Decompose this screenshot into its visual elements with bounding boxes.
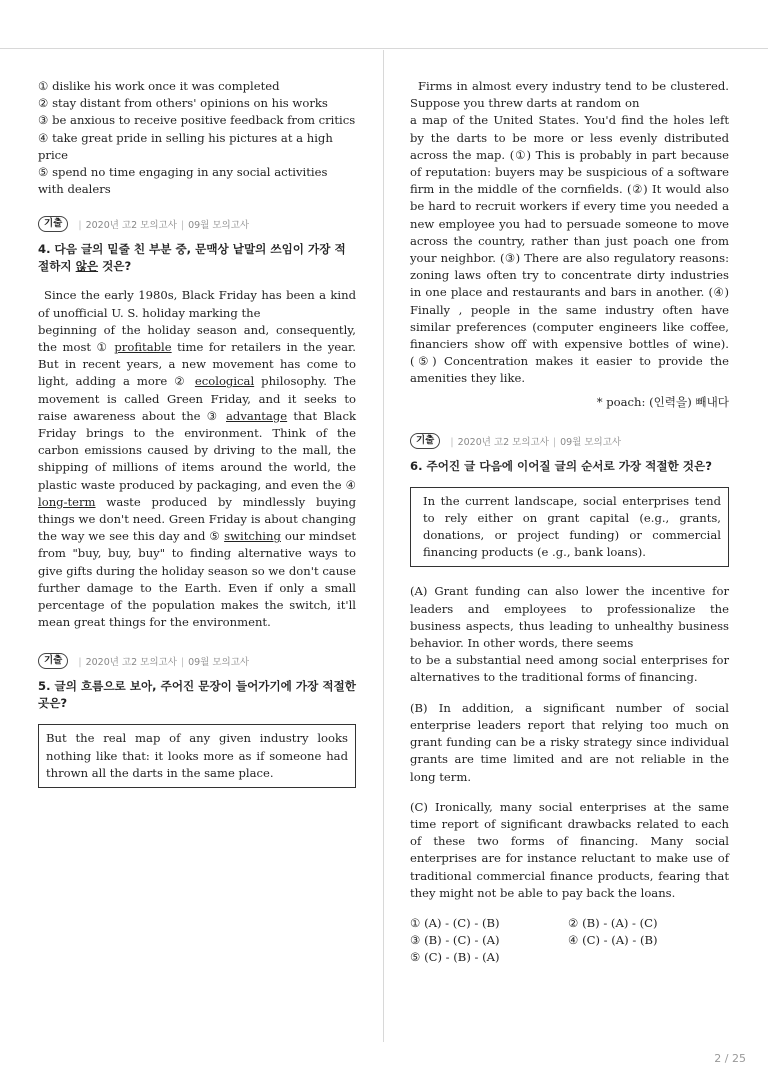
option-3: ③ be anxious to receive positive feedback from critics <box>38 113 356 128</box>
q5-source: | 2020년 고2 모의고사 | 09월 모의고사 <box>78 657 250 669</box>
q6-paragraph-a: (A) Grant funding can also lower the incentive for leaders and employees to professionalize the business aspects, thus leading to unhealthy business behavior. In other words, there seems to be a substantial need among social enterprises for alternatives to the traditional forms of financing. <box>410 584 729 685</box>
page-number: 2 / 25 <box>714 1052 746 1065</box>
header-rule <box>0 48 768 49</box>
choice-4: ④ (C) - (A) - (B) <box>568 933 658 948</box>
q4-source-row <box>38 216 356 232</box>
underlined-word-4: long-term <box>38 494 96 509</box>
q5-tag: 기출 <box>38 653 68 669</box>
choice-3: ③ (B) - (C) - (A) <box>410 933 500 948</box>
underlined-word-2: ecological <box>194 374 255 389</box>
q5-passage: Firms in almost every industry tend to be clustered. Suppose you threw darts at random on a map of the United States. You'd find the holes left by the darts to be more or less evenly distributed across the map. (①) This is probably in part because of reputation: buyers may be suspicious of a software firm in the middle of the cornfields. (②) It would also be hard to recruit workers if every time you needed a new employee you had to persuade someone to move across the country, rather than just poach one from your neighbor. (③) There are also regulatory reasons: zoning laws often try to concentrate dirty industries in one place and restaurants and bars in another. (④) Finally , people in the same industry often have similar preferences (computer engineers like coffee, financiers show off with expensive bottles of wine).(⑤) Concentration makes it easier to provide the amenities they like. <box>410 79 729 386</box>
q6-paragraph-c: (C) Ironically, many social enterprises at the same time report of significant drawbacks related to each of these two forms of financing. Many social enterprises are for instance reluctant to make use of traditional commercial finance products, fearing that they might not be able to pay back the loans. <box>410 799 729 900</box>
q6-source: | 2020년 고2 모의고사 | 09월 모의고사 <box>450 436 622 448</box>
q6-given-text-box: In the current landscape, social enterprises tend to rely either on grant capital (e.g., grants, donations, or project funding) or commercial financing products (e .g., bank loans). <box>410 487 729 568</box>
option-2: ② stay distant from others' opinions on his works <box>38 96 328 111</box>
choice-2: ② (B) - (A) - (C) <box>568 915 658 930</box>
q5-source-year: 2020년 고2 모의고사 <box>85 657 177 669</box>
q4-source-month: 09월 모의고사 <box>188 220 250 232</box>
q4-source-year: 2020년 고2 모의고사 <box>85 220 177 232</box>
q6-source-month: 09월 모의고사 <box>560 436 622 448</box>
option-5: ⑤ spend no time engaging in any social activities with dealers <box>38 165 328 197</box>
choice-5: ⑤ (C) - (B) - (A) <box>410 950 500 965</box>
q6-choices <box>410 915 729 967</box>
q5-title: 5. 글의 흐름으로 보아, 주어진 문장이 들어가기에 가장 적절한 곳은? <box>38 679 356 711</box>
q6-source-row <box>410 433 729 449</box>
q4-title: 4. 다음 글의 밑줄 친 부분 중, 문맥상 낱말의 쓰임이 가장 적절하지 않은 것은? <box>38 242 346 274</box>
q4-tag: 기출 <box>38 216 68 232</box>
underlined-word-1: profitable <box>114 340 172 355</box>
q4-passage: Since the early 1980s, Black Friday has been a kind of unofficial U. S. holiday marking the beginning of the holiday season and, consequently, the most ① profitable time for retailers in the year. But in recent years, a new movement has come to light, adding a more ② ecological philosophy. The movement is called Green Friday, and it seeks to raise awareness about the ③ advantage that Black Friday brings to the environment. Think of the carbon emissions caused by driving to the mall, the shipping of millions of items around the world, the plastic waste produced by packaging, and even the ④ long-term waste produced by mindlessly buying things we don't need. Green Friday is about changing the way we see this day and ⑤ switching our mindset from "buy, buy, buy" to finding alternative ways to give gifts during the holiday season so we don't cause further damage to the Earth. Even if only a small percentage of the population makes the switch, it'll mean great things for the environment. <box>38 288 356 630</box>
q5-source-month: 09월 모의고사 <box>188 657 250 669</box>
option-1: ① dislike his work once it was completed <box>38 79 280 93</box>
q5-given-sentence-box: But the real map of any given industry looks nothing like that: it looks more as if someone had thrown all the darts in the same place. <box>38 724 356 788</box>
q4-source: | 2020년 고2 모의고사 | 09월 모의고사 <box>78 220 250 232</box>
left-column <box>38 78 356 788</box>
previous-question-options <box>38 78 356 198</box>
q6-source-year: 2020년 고2 모의고사 <box>457 436 549 448</box>
q6-paragraph-b: (B) In addition, a significant number of social enterprise leaders report that relying too much on grant funding can be a risky strategy since individual grants are time limited and are not reliable in the long term. <box>410 700 729 784</box>
underlined-word-3: advantage <box>226 408 288 423</box>
column-divider <box>383 50 384 1042</box>
q5-source-row <box>38 653 356 669</box>
q6-title: 6. 주어진 글 다음에 이어질 글의 순서로 가장 적절한 것은? <box>410 458 712 473</box>
footnote: * poach: (인력을) 빼내다 <box>596 394 729 409</box>
choice-1: ① (A) - (C) - (B) <box>410 915 500 930</box>
underlined-word-5: switching <box>224 529 281 544</box>
q6-tag: 기출 <box>410 433 440 449</box>
option-4: ④ take great pride in selling his pictures at a high price <box>38 130 333 162</box>
right-column <box>410 78 729 967</box>
